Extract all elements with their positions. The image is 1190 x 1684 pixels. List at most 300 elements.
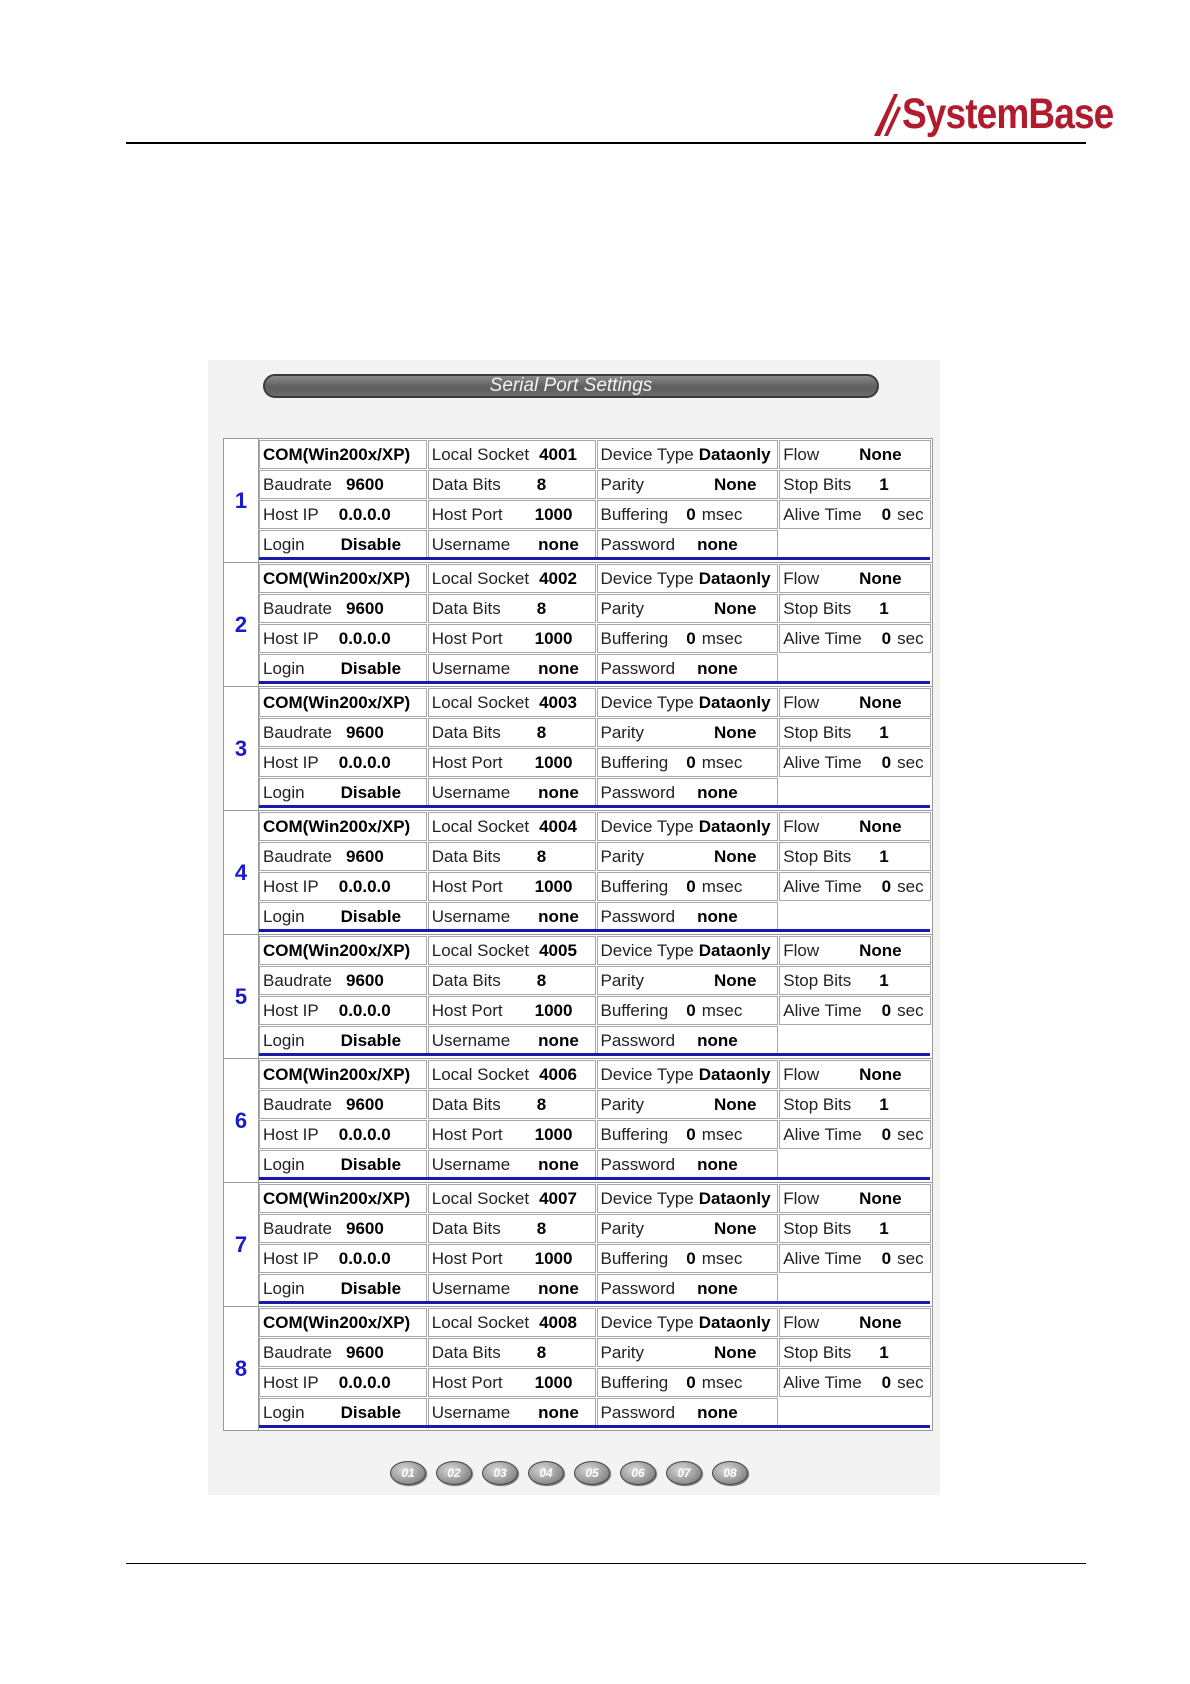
flow-label: Flow <box>783 692 820 712</box>
local-socket-label: Local Socket <box>431 444 530 464</box>
device-type-value: Dataonly <box>698 816 771 836</box>
host-port-label: Host Port <box>431 876 503 896</box>
device-type-label: Device Type <box>600 816 694 836</box>
stop-bits-label: Stop Bits <box>783 598 852 618</box>
stop-bits-value: 1 <box>879 474 889 494</box>
host-ip-label: Host IP <box>263 1000 319 1020</box>
password-label: Password <box>600 1030 676 1050</box>
host-ip-cell <box>259 748 427 777</box>
parity-label: Parity <box>600 1094 644 1114</box>
alive-time-label: Alive Time <box>783 628 862 648</box>
device-type-value: Dataonly <box>698 692 771 712</box>
password-label: Password <box>600 534 676 554</box>
device-type-value: Dataonly <box>698 1312 771 1332</box>
local-socket-cell <box>428 1060 596 1089</box>
systembase-logo <box>872 88 1114 140</box>
parity-cell <box>597 966 779 995</box>
local-socket-cell <box>428 440 596 469</box>
empty-cell <box>779 1026 931 1055</box>
flow-label: Flow <box>783 940 820 960</box>
parity-value: None <box>713 474 757 494</box>
username-cell <box>428 1398 596 1427</box>
baudrate-label: Baudrate <box>263 970 332 990</box>
host-port-cell <box>428 500 596 529</box>
port-number[interactable]: 3 <box>224 687 259 810</box>
host-ip-cell <box>259 624 427 653</box>
password-cell <box>597 1274 779 1303</box>
password-label: Password <box>600 658 676 678</box>
port-nav-button-05[interactable]: 05 <box>574 1461 610 1485</box>
settings-row <box>259 1213 932 1243</box>
parity-value: None <box>713 722 757 742</box>
password-cell <box>597 530 779 559</box>
username-value: none <box>538 906 579 926</box>
buffering-unit: msec <box>701 1248 743 1268</box>
data-bits-value: 8 <box>536 846 547 866</box>
baudrate-value: 9600 <box>346 1094 384 1114</box>
block-divider <box>259 1301 930 1304</box>
parity-label: Parity <box>600 970 644 990</box>
buffering-value: 0 <box>686 1124 696 1144</box>
device-type-value: Dataonly <box>698 568 771 588</box>
password-label: Password <box>600 906 676 926</box>
password-cell <box>597 654 779 683</box>
device-type-cell <box>597 564 779 593</box>
port-settings-grid <box>223 438 933 1430</box>
alive-time-cell <box>779 500 931 529</box>
settings-row <box>259 469 932 499</box>
data-bits-value: 8 <box>536 970 547 990</box>
port-block-5 <box>223 934 933 1059</box>
settings-row <box>259 935 932 965</box>
empty-cell <box>779 530 931 559</box>
login-label: Login <box>263 1030 305 1050</box>
stop-bits-cell <box>779 1090 931 1119</box>
host-ip-cell <box>259 872 427 901</box>
flow-value: None <box>859 444 902 464</box>
settings-row <box>259 871 932 901</box>
flow-cell <box>779 1308 931 1337</box>
panel-title: Serial Port Settings <box>263 374 879 398</box>
data-bits-label: Data Bits <box>431 598 501 618</box>
parity-cell <box>597 718 779 747</box>
baudrate-cell <box>259 1090 427 1119</box>
baudrate-label: Baudrate <box>263 598 332 618</box>
com-cell <box>259 440 427 469</box>
alive-time-cell <box>779 1244 931 1273</box>
password-value: none <box>697 534 738 554</box>
parity-label: Parity <box>600 722 644 742</box>
password-value: none <box>697 906 738 926</box>
data-bits-cell <box>428 594 596 623</box>
local-socket-value: 4007 <box>539 1188 577 1208</box>
host-ip-value: 0.0.0.0 <box>338 628 391 648</box>
data-bits-label: Data Bits <box>431 1094 501 1114</box>
host-port-cell <box>428 1120 596 1149</box>
block-divider <box>259 805 930 808</box>
flow-value: None <box>859 692 902 712</box>
port-nav-button-02[interactable]: 02 <box>436 1461 472 1485</box>
port-nav-button-06[interactable]: 06 <box>620 1461 656 1485</box>
buffering-value: 0 <box>686 752 696 772</box>
port-nav-button-08[interactable]: 08 <box>712 1461 748 1485</box>
host-port-value: 1000 <box>534 876 573 896</box>
login-cell <box>259 654 427 683</box>
settings-row <box>259 1149 932 1179</box>
baudrate-value: 9600 <box>346 1342 384 1362</box>
host-port-cell <box>428 624 596 653</box>
username-label: Username <box>431 1278 511 1298</box>
data-bits-cell <box>428 718 596 747</box>
stop-bits-cell <box>779 718 931 747</box>
settings-row <box>259 995 932 1025</box>
username-value: none <box>538 1154 579 1174</box>
empty-cell <box>779 1274 931 1303</box>
host-port-cell <box>428 996 596 1025</box>
device-type-cell <box>597 1184 779 1213</box>
local-socket-label: Local Socket <box>431 1312 530 1332</box>
flow-cell <box>779 688 931 717</box>
parity-value: None <box>713 598 757 618</box>
alive-time-cell <box>779 624 931 653</box>
baudrate-value: 9600 <box>346 970 384 990</box>
host-ip-label: Host IP <box>263 1124 319 1144</box>
alive-time-value: 0 <box>881 1000 892 1020</box>
buffering-value: 0 <box>686 628 696 648</box>
stop-bits-label: Stop Bits <box>783 970 852 990</box>
device-type-label: Device Type <box>600 568 694 588</box>
com-cell <box>259 564 427 593</box>
settings-row <box>259 965 932 995</box>
buffering-label: Buffering <box>600 1124 669 1144</box>
host-port-value: 1000 <box>534 1124 573 1144</box>
host-port-value: 1000 <box>534 1248 573 1268</box>
com-label: COM(Win200x/XP) <box>263 940 411 960</box>
port-block-3 <box>223 686 933 811</box>
username-value: none <box>538 1278 579 1298</box>
alive-time-unit: sec <box>897 1248 924 1268</box>
block-divider <box>259 929 930 932</box>
port-number[interactable]: 4 <box>224 811 259 934</box>
settings-row <box>259 687 932 717</box>
settings-row <box>259 1367 932 1397</box>
password-value: none <box>697 658 738 678</box>
port-block-6 <box>223 1058 933 1183</box>
port-number[interactable]: 2 <box>224 563 259 686</box>
flow-value: None <box>859 940 902 960</box>
alive-time-unit: sec <box>897 504 924 524</box>
settings-row <box>259 1337 932 1367</box>
alive-time-label: Alive Time <box>783 1248 862 1268</box>
baudrate-label: Baudrate <box>263 846 332 866</box>
flow-value: None <box>859 1312 902 1332</box>
baudrate-value: 9600 <box>346 722 384 742</box>
local-socket-label: Local Socket <box>431 1064 530 1084</box>
password-label: Password <box>600 1402 676 1422</box>
baudrate-label: Baudrate <box>263 1218 332 1238</box>
buffering-value: 0 <box>686 1372 696 1392</box>
data-bits-label: Data Bits <box>431 846 501 866</box>
settings-row <box>259 811 932 841</box>
local-socket-value: 4002 <box>539 568 577 588</box>
host-ip-value: 0.0.0.0 <box>338 876 391 896</box>
host-ip-label: Host IP <box>263 752 319 772</box>
alive-time-value: 0 <box>881 1248 892 1268</box>
data-bits-value: 8 <box>536 722 547 742</box>
stop-bits-value: 1 <box>879 598 889 618</box>
login-cell <box>259 530 427 559</box>
data-bits-cell <box>428 1338 596 1367</box>
host-ip-value: 0.0.0.0 <box>338 1124 391 1144</box>
stop-bits-value: 1 <box>879 846 889 866</box>
flow-label: Flow <box>783 1188 820 1208</box>
host-port-value: 1000 <box>534 1000 573 1020</box>
alive-time-cell <box>779 996 931 1025</box>
password-label: Password <box>600 782 676 802</box>
host-ip-cell <box>259 1368 427 1397</box>
alive-time-unit: sec <box>897 876 924 896</box>
port-number[interactable]: 7 <box>224 1183 259 1306</box>
host-port-cell <box>428 872 596 901</box>
stop-bits-label: Stop Bits <box>783 722 852 742</box>
alive-time-unit: sec <box>897 752 924 772</box>
port-nav-button-03[interactable]: 03 <box>482 1461 518 1485</box>
host-port-label: Host Port <box>431 752 503 772</box>
empty-cell <box>779 1150 931 1179</box>
footer-rule <box>126 1563 1086 1564</box>
buffering-unit: msec <box>701 1372 743 1392</box>
parity-cell <box>597 1338 779 1367</box>
host-ip-value: 0.0.0.0 <box>338 752 391 772</box>
block-divider <box>259 1425 930 1428</box>
login-label: Login <box>263 906 305 926</box>
alive-time-cell <box>779 1120 931 1149</box>
data-bits-label: Data Bits <box>431 1218 501 1238</box>
alive-time-value: 0 <box>881 876 892 896</box>
flow-label: Flow <box>783 1312 820 1332</box>
com-cell <box>259 688 427 717</box>
buffering-label: Buffering <box>600 752 669 772</box>
host-port-value: 1000 <box>534 504 573 524</box>
host-port-value: 1000 <box>534 752 573 772</box>
buffering-cell <box>597 1368 779 1397</box>
block-divider <box>259 1177 930 1180</box>
username-cell <box>428 902 596 931</box>
port-nav-button-04[interactable]: 04 <box>528 1461 564 1485</box>
login-label: Login <box>263 1154 305 1174</box>
alive-time-cell <box>779 1368 931 1397</box>
baudrate-cell <box>259 594 427 623</box>
baudrate-cell <box>259 966 427 995</box>
parity-value: None <box>713 970 757 990</box>
alive-time-unit: sec <box>897 628 924 648</box>
host-port-cell <box>428 748 596 777</box>
stop-bits-label: Stop Bits <box>783 474 852 494</box>
com-label: COM(Win200x/XP) <box>263 444 411 464</box>
username-value: none <box>538 1030 579 1050</box>
device-type-value: Dataonly <box>698 940 771 960</box>
data-bits-value: 8 <box>536 1094 547 1114</box>
parity-cell <box>597 1090 779 1119</box>
username-label: Username <box>431 658 511 678</box>
login-cell <box>259 1150 427 1179</box>
baudrate-value: 9600 <box>346 598 384 618</box>
parity-label: Parity <box>600 1218 644 1238</box>
com-label: COM(Win200x/XP) <box>263 1188 411 1208</box>
username-label: Username <box>431 1030 511 1050</box>
host-ip-value: 0.0.0.0 <box>338 504 391 524</box>
baudrate-label: Baudrate <box>263 1342 332 1362</box>
alive-time-unit: sec <box>897 1000 924 1020</box>
stop-bits-cell <box>779 1214 931 1243</box>
device-type-value: Dataonly <box>698 1188 771 1208</box>
username-label: Username <box>431 906 511 926</box>
device-type-cell <box>597 1060 779 1089</box>
com-label: COM(Win200x/XP) <box>263 1312 411 1332</box>
host-ip-label: Host IP <box>263 628 319 648</box>
port-nav-button-01[interactable]: 01 <box>390 1461 426 1485</box>
alive-time-value: 0 <box>881 504 892 524</box>
local-socket-value: 4005 <box>539 940 577 960</box>
header-rule <box>126 142 1086 144</box>
buffering-cell <box>597 748 779 777</box>
login-label: Login <box>263 658 305 678</box>
baudrate-label: Baudrate <box>263 474 332 494</box>
baudrate-cell <box>259 1338 427 1367</box>
device-type-label: Device Type <box>600 1188 694 1208</box>
host-ip-value: 0.0.0.0 <box>338 1372 391 1392</box>
data-bits-value: 8 <box>536 1218 547 1238</box>
port-number[interactable]: 1 <box>224 439 259 562</box>
settings-row <box>259 777 932 807</box>
local-socket-value: 4004 <box>539 816 577 836</box>
login-cell <box>259 1026 427 1055</box>
data-bits-label: Data Bits <box>431 722 501 742</box>
buffering-label: Buffering <box>600 504 669 524</box>
password-cell <box>597 1398 779 1427</box>
alive-time-cell <box>779 748 931 777</box>
flow-cell <box>779 440 931 469</box>
local-socket-label: Local Socket <box>431 940 530 960</box>
device-type-cell <box>597 936 779 965</box>
data-bits-label: Data Bits <box>431 474 501 494</box>
password-value: none <box>697 1402 738 1422</box>
stop-bits-cell <box>779 594 931 623</box>
flow-label: Flow <box>783 444 820 464</box>
alive-time-unit: sec <box>897 1372 924 1392</box>
baudrate-value: 9600 <box>346 474 384 494</box>
alive-time-value: 0 <box>881 1124 892 1144</box>
port-number[interactable]: 8 <box>224 1307 259 1430</box>
settings-row <box>259 653 932 683</box>
buffering-unit: msec <box>701 876 743 896</box>
stop-bits-label: Stop Bits <box>783 1342 852 1362</box>
password-label: Password <box>600 1154 676 1174</box>
login-value: Disable <box>340 534 402 554</box>
host-ip-value: 0.0.0.0 <box>338 1000 391 1020</box>
flow-cell <box>779 1184 931 1213</box>
username-value: none <box>538 534 579 554</box>
login-label: Login <box>263 1278 305 1298</box>
settings-row <box>259 563 932 593</box>
com-cell <box>259 1184 427 1213</box>
host-ip-label: Host IP <box>263 1372 319 1392</box>
buffering-label: Buffering <box>600 628 669 648</box>
password-cell <box>597 1150 779 1179</box>
port-nav <box>390 1461 758 1489</box>
data-bits-cell <box>428 842 596 871</box>
local-socket-cell <box>428 1308 596 1337</box>
baudrate-cell <box>259 842 427 871</box>
data-bits-label: Data Bits <box>431 970 501 990</box>
port-number[interactable]: 5 <box>224 935 259 1058</box>
login-label: Login <box>263 782 305 802</box>
password-cell <box>597 1026 779 1055</box>
username-cell <box>428 1026 596 1055</box>
login-value: Disable <box>340 1154 402 1174</box>
local-socket-value: 4003 <box>539 692 577 712</box>
baudrate-value: 9600 <box>346 1218 384 1238</box>
username-label: Username <box>431 534 511 554</box>
login-label: Login <box>263 1402 305 1422</box>
device-type-cell <box>597 1308 779 1337</box>
local-socket-label: Local Socket <box>431 816 530 836</box>
com-label: COM(Win200x/XP) <box>263 1064 411 1084</box>
port-nav-button-07[interactable]: 07 <box>666 1461 702 1485</box>
buffering-value: 0 <box>686 1000 696 1020</box>
alive-time-value: 0 <box>881 1372 892 1392</box>
buffering-unit: msec <box>701 1124 743 1144</box>
port-number[interactable]: 6 <box>224 1059 259 1182</box>
device-type-label: Device Type <box>600 692 694 712</box>
settings-row <box>259 1397 932 1427</box>
host-port-label: Host Port <box>431 504 503 524</box>
alive-time-label: Alive Time <box>783 752 862 772</box>
local-socket-cell <box>428 936 596 965</box>
alive-time-label: Alive Time <box>783 1124 862 1144</box>
buffering-unit: msec <box>701 504 743 524</box>
username-value: none <box>538 782 579 802</box>
settings-row <box>259 1089 932 1119</box>
login-value: Disable <box>340 1030 402 1050</box>
empty-cell <box>779 654 931 683</box>
buffering-cell <box>597 872 779 901</box>
settings-row <box>259 1273 932 1303</box>
data-bits-value: 8 <box>536 598 547 618</box>
buffering-cell <box>597 996 779 1025</box>
com-cell <box>259 1060 427 1089</box>
serial-port-settings-panel <box>208 360 940 1495</box>
device-type-cell <box>597 688 779 717</box>
host-port-label: Host Port <box>431 1248 503 1268</box>
data-bits-value: 8 <box>536 1342 547 1362</box>
username-label: Username <box>431 782 511 802</box>
alive-time-unit: sec <box>897 1124 924 1144</box>
port-block-1 <box>223 438 933 563</box>
flow-value: None <box>859 568 902 588</box>
settings-row <box>259 841 932 871</box>
host-port-label: Host Port <box>431 1124 503 1144</box>
host-ip-cell <box>259 996 427 1025</box>
device-type-cell <box>597 812 779 841</box>
com-cell <box>259 812 427 841</box>
stop-bits-value: 1 <box>879 1342 889 1362</box>
stop-bits-value: 1 <box>879 970 889 990</box>
buffering-value: 0 <box>686 1248 696 1268</box>
local-socket-cell <box>428 812 596 841</box>
parity-label: Parity <box>600 1342 644 1362</box>
stop-bits-value: 1 <box>879 722 889 742</box>
